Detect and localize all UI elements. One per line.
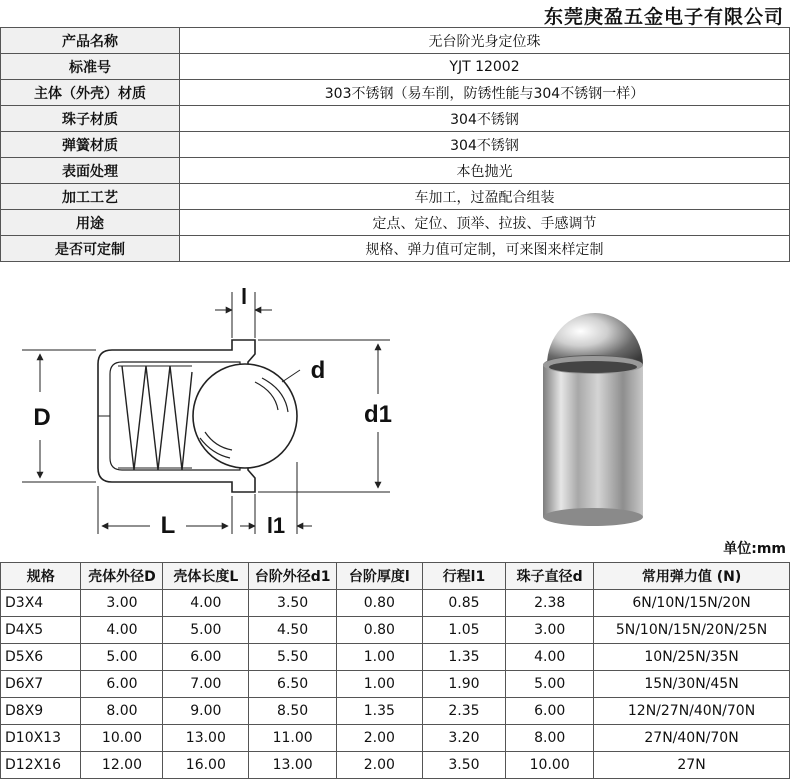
spec-value: 304不锈钢	[180, 106, 790, 132]
spring	[122, 366, 192, 470]
table-cell: 2.35	[422, 698, 506, 725]
table-cell: 10.00	[81, 725, 163, 752]
spec-row	[1, 236, 790, 262]
column-header: 台阶厚度l	[337, 563, 423, 590]
table-cell: 1.00	[337, 671, 423, 698]
company-name: 东莞庚盈五金电子有限公司	[543, 6, 784, 28]
spec-key: 标准号	[1, 54, 180, 80]
table-cell: 1.35	[337, 698, 423, 725]
spec-row	[1, 210, 790, 236]
spec-row	[1, 106, 790, 132]
spec-value: 303不锈钢（易车削，防锈性能与304不锈钢一样）	[180, 80, 790, 106]
unit-label: 单位:mm	[723, 541, 786, 557]
table-cell: 11.00	[249, 725, 337, 752]
table-cell: 12N/27N/40N/70N	[594, 698, 790, 725]
table-cell: 15N/30N/45N	[594, 671, 790, 698]
table-cell: 1.90	[422, 671, 506, 698]
spec-key: 是否可定制	[1, 236, 180, 262]
table-cell: 5.00	[163, 617, 249, 644]
column-header: 壳体外径D	[81, 563, 163, 590]
table-cell: 5.50	[249, 644, 337, 671]
table-cell: 3.00	[506, 617, 594, 644]
table-row	[1, 752, 790, 779]
table-cell: 27N	[594, 752, 790, 779]
spec-value: 车加工，过盈配合组装	[180, 184, 790, 210]
table-cell: 13.00	[249, 752, 337, 779]
table-cell: D5X6	[1, 644, 81, 671]
table-cell: 2.38	[506, 590, 594, 617]
spec-row	[1, 184, 790, 210]
table-cell: 6.00	[506, 698, 594, 725]
spec-value: 规格、弹力值可定制，可来图来样定制	[180, 236, 790, 262]
ball	[193, 364, 297, 468]
table-cell: 12.00	[81, 752, 163, 779]
table-cell: D10X13	[1, 725, 81, 752]
table-cell: 8.50	[249, 698, 337, 725]
table-cell: 4.00	[81, 617, 163, 644]
table-cell: D8X9	[1, 698, 81, 725]
label-d1: d1	[363, 401, 393, 428]
table-cell: 6N/10N/15N/20N	[594, 590, 790, 617]
column-header: 台阶外径d1	[249, 563, 337, 590]
table-cell: 4.50	[249, 617, 337, 644]
table-cell: 2.00	[337, 752, 423, 779]
table-cell: 5.00	[81, 644, 163, 671]
label-D: D	[33, 404, 51, 431]
spec-value: 304不锈钢	[180, 132, 790, 158]
spec-value: 本色抛光	[180, 158, 790, 184]
table-cell: 10N/25N/35N	[594, 644, 790, 671]
spec-row	[1, 54, 790, 80]
table-cell: 0.80	[337, 590, 423, 617]
table-row	[1, 725, 790, 752]
table-cell: 1.00	[337, 644, 423, 671]
spec-key: 用途	[1, 210, 180, 236]
table-cell: D6X7	[1, 671, 81, 698]
table-cell: 0.80	[337, 617, 423, 644]
spec-value: YJT 12002	[180, 54, 790, 80]
table-cell: 27N/40N/70N	[594, 725, 790, 752]
column-header: 珠子直径d	[506, 563, 594, 590]
spec-table	[0, 27, 790, 262]
table-cell: 3.00	[81, 590, 163, 617]
table-cell: D4X5	[1, 617, 81, 644]
spec-key: 主体（外壳）材质	[1, 80, 180, 106]
table-row	[1, 590, 790, 617]
spec-row	[1, 80, 790, 106]
table-cell: D12X16	[1, 752, 81, 779]
column-header: 常用弹力值 (N)	[594, 563, 790, 590]
table-cell: 1.05	[422, 617, 506, 644]
table-cell: 16.00	[163, 752, 249, 779]
table-cell: 2.00	[337, 725, 423, 752]
table-cell: 5N/10N/15N/20N/25N	[594, 617, 790, 644]
table-cell: 6.50	[249, 671, 337, 698]
spec-key: 珠子材质	[1, 106, 180, 132]
table-cell: 6.00	[81, 671, 163, 698]
table-row	[1, 698, 790, 725]
column-header: 规格	[1, 563, 81, 590]
table-row	[1, 617, 790, 644]
table-cell: 3.20	[422, 725, 506, 752]
label-d: d	[310, 357, 326, 384]
label-L: L	[160, 512, 176, 539]
column-header: 行程l1	[422, 563, 506, 590]
technical-drawing	[0, 282, 420, 546]
table-cell: 4.00	[506, 644, 594, 671]
label-l: l	[240, 284, 248, 309]
spec-row	[1, 28, 790, 54]
spec-key: 表面处理	[1, 158, 180, 184]
table-cell: 8.00	[81, 698, 163, 725]
spec-row	[1, 132, 790, 158]
table-cell: 8.00	[506, 725, 594, 752]
table-cell: 3.50	[249, 590, 337, 617]
spec-value: 无台阶光身定位珠	[180, 28, 790, 54]
table-cell: 13.00	[163, 725, 249, 752]
table-cell: D3X4	[1, 590, 81, 617]
table-cell: 4.00	[163, 590, 249, 617]
table-row	[1, 671, 790, 698]
label-l1: l1	[266, 513, 286, 538]
spec-value: 定点、定位、顶举、拉拔、手感调节	[180, 210, 790, 236]
table-cell: 6.00	[163, 644, 249, 671]
spec-key: 弹簧材质	[1, 132, 180, 158]
spec-key: 产品名称	[1, 28, 180, 54]
table-cell: 5.00	[506, 671, 594, 698]
spec-row	[1, 158, 790, 184]
product-photo	[515, 295, 665, 534]
table-cell: 1.35	[422, 644, 506, 671]
photo-housing	[543, 365, 643, 517]
spec-key: 加工工艺	[1, 184, 180, 210]
table-row	[1, 644, 790, 671]
table-cell: 3.50	[422, 752, 506, 779]
table-cell: 10.00	[506, 752, 594, 779]
table-cell: 9.00	[163, 698, 249, 725]
dimension-table	[0, 562, 790, 779]
table-cell: 7.00	[163, 671, 249, 698]
table-cell: 0.85	[422, 590, 506, 617]
column-header: 壳体长度L	[163, 563, 249, 590]
